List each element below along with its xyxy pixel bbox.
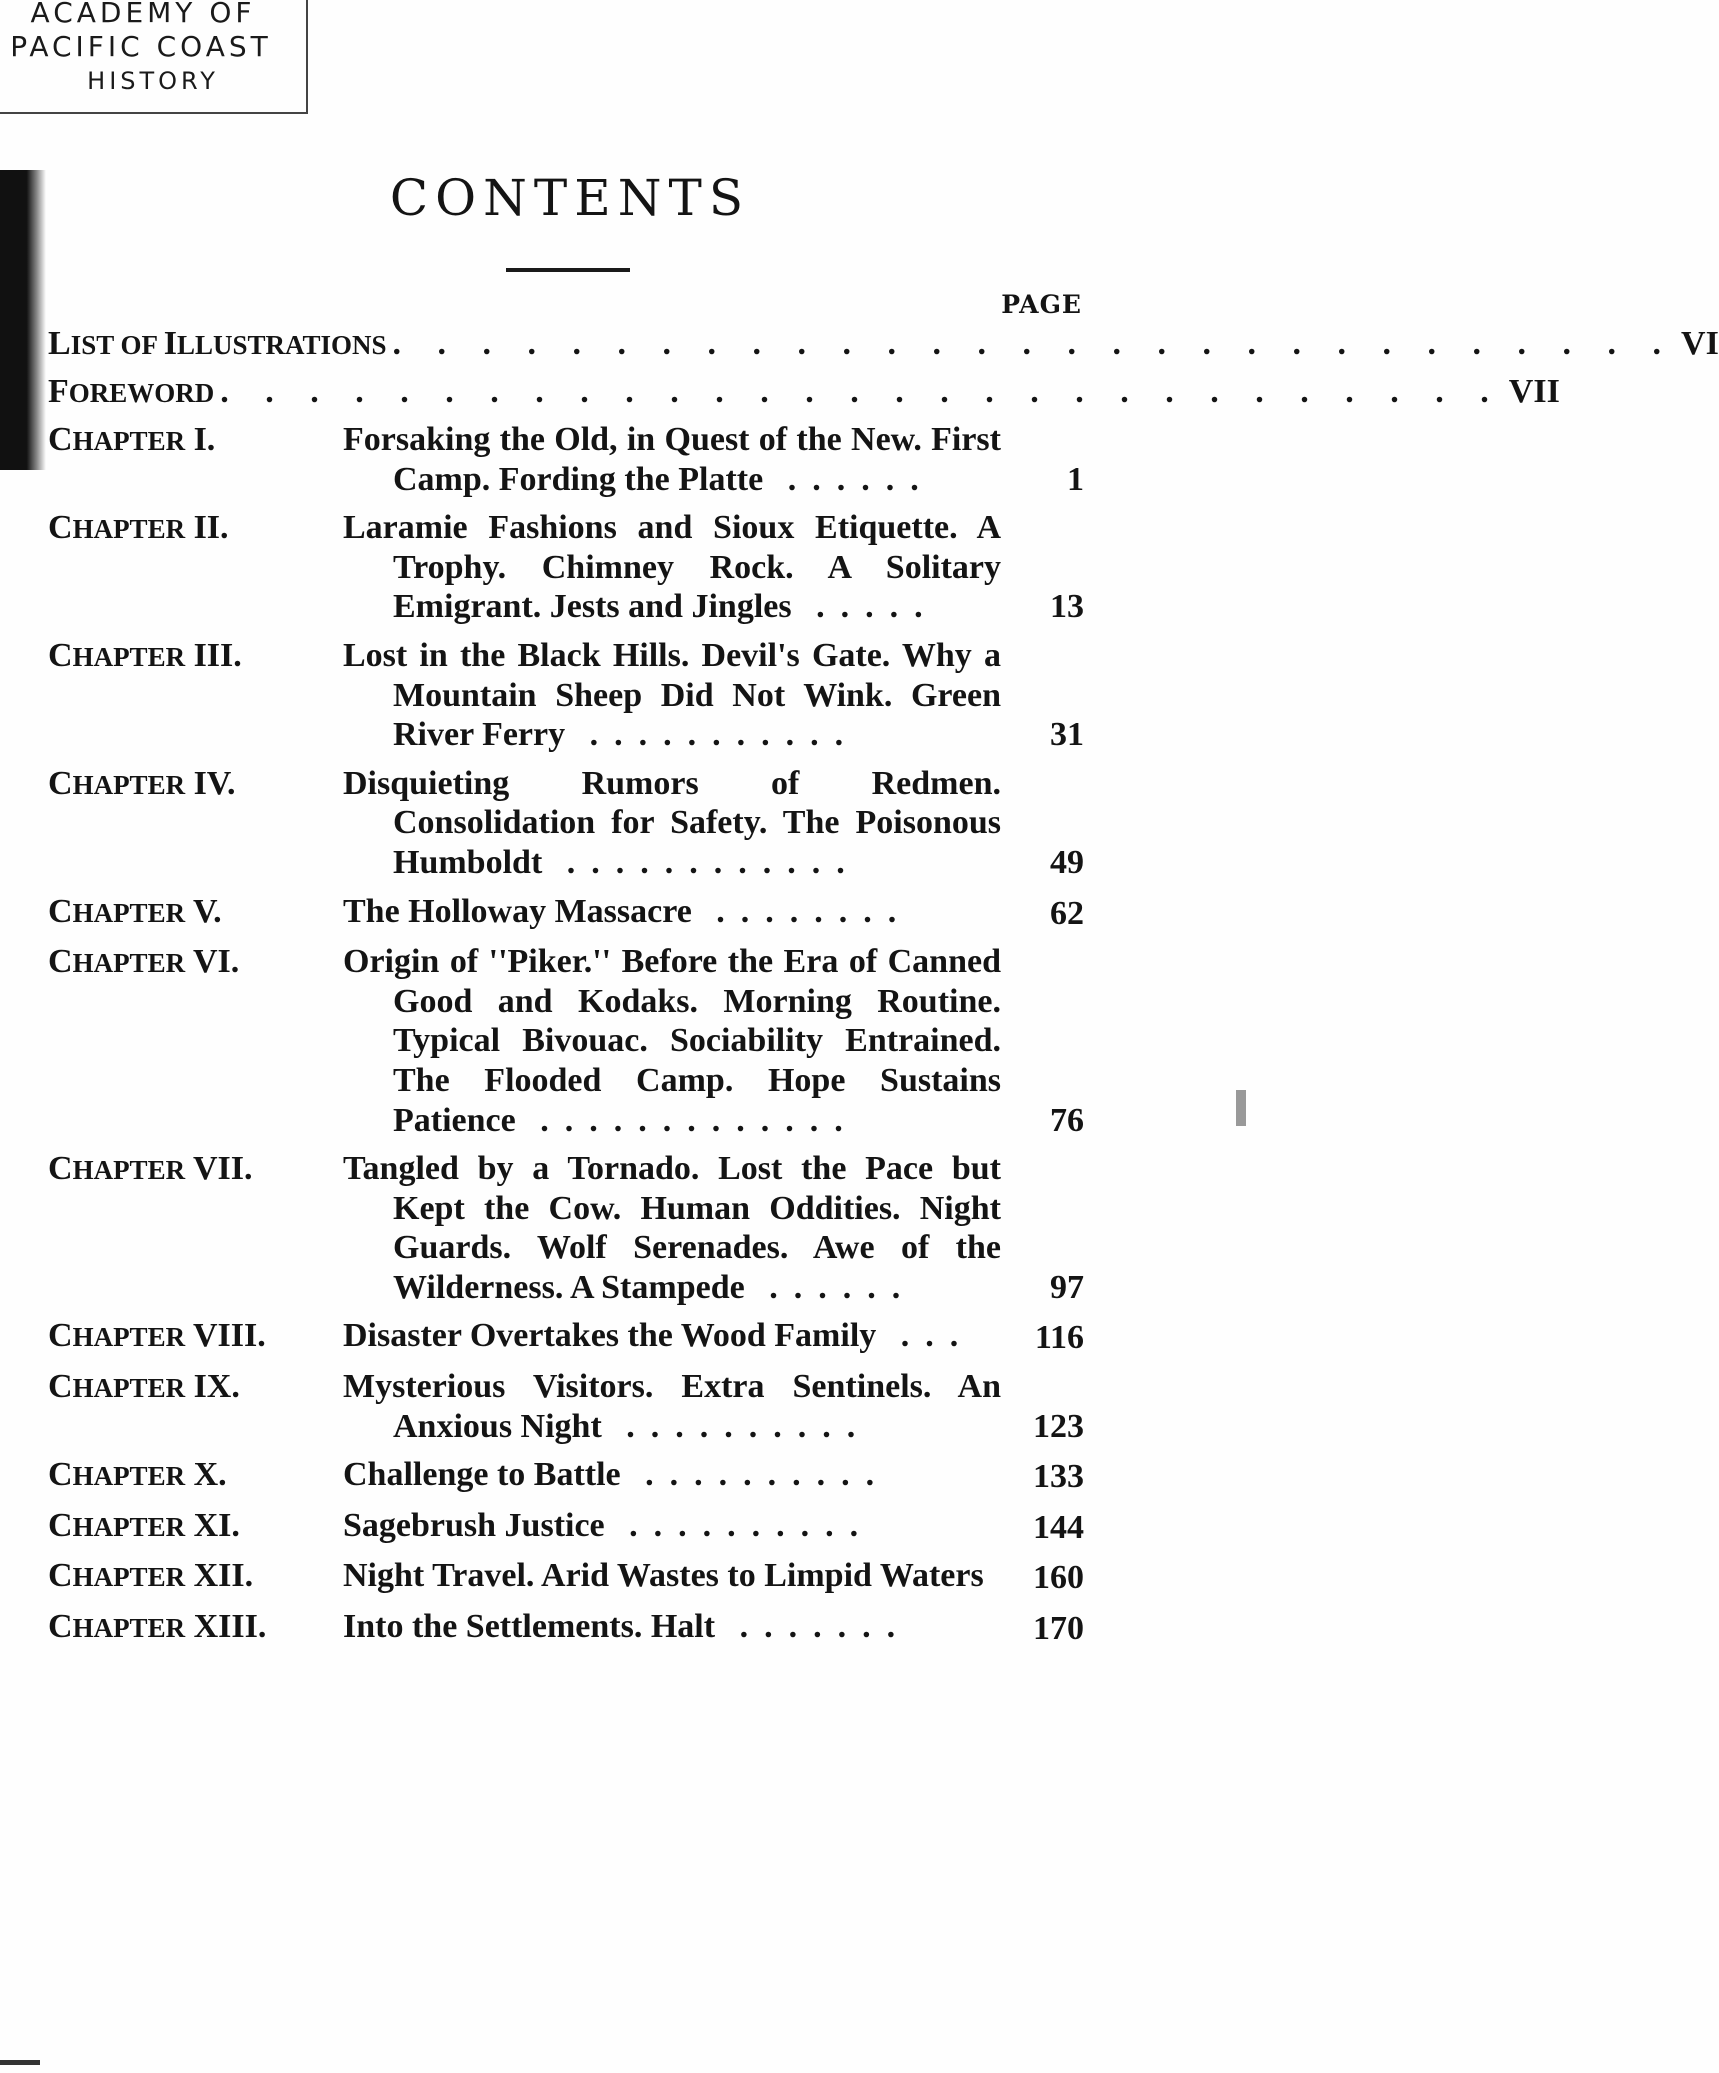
chapter-page [1001,636,1084,755]
chapter-entry [48,508,1084,627]
chapter-page [1001,1455,1084,1497]
chapter-label [48,892,343,934]
chapter-label [48,1506,343,1548]
chapter-entry [48,1316,1084,1358]
title-rule [506,268,630,272]
chapter-label [48,636,343,755]
chapter-word-initial: C [48,636,73,674]
dot-leader: ........... [565,716,860,754]
chapter-page-number: 133 [1033,1458,1084,1496]
chapter-numeral: II. [193,509,229,547]
label-initial: F [48,373,69,410]
chapter-page [1001,1506,1084,1548]
chapter-page [1001,1149,1084,1307]
chapter-page-number: 97 [1050,1268,1084,1306]
dot-leader: ............. [515,1101,859,1139]
dot-leader: .......... [620,1456,891,1494]
chapter-entry [48,764,1084,883]
chapter-page-number: 1 [1067,460,1084,498]
front-matter-label [48,372,214,414]
chapter-page [1001,1556,1084,1598]
dot-leader: ... [876,1317,975,1355]
edge-blemish [1236,1090,1246,1126]
dot-leader: ............ [542,843,861,881]
front-matter-page: VI [1681,325,1719,362]
chapter-word-rest: HAPTER [72,1155,186,1186]
chapter-page-number: 116 [1034,1319,1084,1357]
chapter-title [343,1556,1001,1598]
chapter-title [343,764,1001,883]
chapter-label [48,1316,343,1358]
chapter-entry [48,942,1084,1140]
chapter-page-number: 123 [1033,1407,1084,1445]
chapter-word-initial: C [48,421,73,458]
label-initial: L [48,325,71,362]
dot-leader: ...... [744,1268,917,1306]
front-matter-entry [48,372,1560,420]
chapter-entry [48,420,1084,499]
chapter-title-text: Tangled by a Tornado. Lost the Pace but Kept the Cow. Human Oddities. Night Guards. Wolf Serenades. Awe of the Wilderness. A Stampede [343,1150,1001,1306]
chapter-numeral: VII. [192,1150,253,1188]
chapter-page-number: 13 [1050,588,1084,626]
table-of-contents [48,324,1719,1658]
label-rest-2: LLUSTRATIONS [176,330,387,360]
chapter-word-initial: C [48,1557,73,1595]
chapter-word-initial: C [48,509,73,547]
chapter-page-number: 62 [1050,894,1084,932]
chapter-word-initial: C [48,1317,73,1355]
chapter-numeral: XIII. [193,1608,267,1646]
chapter-word-rest: HAPTER [72,1511,186,1542]
chapter-word-initial: C [48,892,73,930]
chapter-label [48,1367,343,1446]
chapter-title-text: Disaster Overtakes the Wood Family [343,1317,877,1355]
chapter-page [1001,942,1084,1140]
page-title: CONTENTS [389,169,751,227]
chapter-page-number: 144 [1033,1508,1084,1546]
chapter-word-initial: C [48,1456,73,1494]
dot-leader: ....... [715,1608,912,1646]
chapter-title-text: Origin of ''Piker.'' Before the Era of Canned Good and Kodaks. Morning Routine. Typical Bivouac. Sociability Entrained. The Flooded Camp. Hope Sustains Patience [343,943,1001,1139]
chapter-page-number: 160 [1033,1559,1084,1597]
dot-leader: . . . . . . . . . . . . . . . . . . . . . . . . . . . . . [220,373,1503,410]
chapter-word-rest: HAPTER [72,1613,186,1644]
chapter-title-text: Disquieting Rumors of Redmen. Consolidation for Safety. The Poisonous Humboldt [343,764,1001,881]
chapter-page [1001,1367,1084,1446]
chapter-numeral: XII. [193,1557,254,1595]
chapter-title-text: Mysterious Visitors. Extra Sentinels. An Anxious Night [343,1368,1001,1445]
chapter-entry [48,636,1084,755]
dot-leader: ........ [691,892,913,930]
chapter-title-text: Sagebrush Justice [343,1506,605,1544]
chapter-entry [48,1367,1084,1446]
chapter-numeral: I. [193,421,216,458]
chapter-word-rest: HAPTER [72,1562,186,1593]
chapter-title [343,1455,1001,1497]
chapter-title-text: Into the Settlements. Halt [343,1608,716,1646]
chapter-entry [48,1607,1084,1649]
chapter-label [48,420,343,499]
chapter-label [48,508,343,627]
chapter-word-rest: HAPTER [72,948,186,979]
dot-leader: . . . . . . . . . . . . . . . . . . . . . . . . . . . . . [392,325,1676,362]
label-rest: OREWORD [68,378,215,408]
chapter-label [48,1455,343,1497]
chapter-title [343,420,1001,499]
chapter-page [1001,1607,1084,1649]
chapter-title-text: Forsaking the Old, in Quest of the New. First Camp. Fording the Platte [343,421,1001,498]
front-matter-label [48,324,387,366]
chapter-title [343,508,1001,627]
chapter-title-text: Night Travel. Arid Wastes to Limpid Waters [343,1557,984,1595]
chapter-numeral: VIII. [192,1317,266,1355]
chapter-page-number: 49 [1050,843,1084,881]
chapter-title [343,1506,1001,1548]
chapter-page [1001,508,1084,627]
chapter-numeral: VI. [192,943,240,981]
chapter-numeral: IX. [193,1368,240,1406]
chapter-title-text: Lost in the Black Hills. Devil's Gate. Why a Mountain Sheep Did Not Wink. Green River Ferry [343,636,1001,754]
chapter-word-initial: C [48,1608,73,1646]
chapter-title-text: Laramie Fashions and Sioux Etiquette. A Trophy. Chimney Rock. A Solitary Emigrant. Jests and Jingles [343,509,1001,626]
corner-mark [0,2060,40,2065]
chapter-page-number: 170 [1033,1610,1084,1648]
chapter-page [1001,420,1084,499]
chapter-word-initial: C [48,943,73,981]
chapter-page [1001,1316,1084,1358]
chapter-word-rest: HAPTER [72,1322,186,1353]
chapter-word-rest: HAPTER [72,641,186,672]
chapter-page [1001,892,1084,934]
chapter-entry [48,892,1084,934]
chapter-label [48,1149,343,1307]
chapter-entry [48,1455,1084,1497]
chapter-word-initial: C [48,1368,73,1406]
front-matter-page: VII [1508,373,1560,410]
chapter-entry [48,1149,1084,1307]
chapter-label [48,764,343,883]
chapter-numeral: III. [193,636,242,674]
chapter-title [343,636,1001,755]
chapter-title [343,1149,1001,1307]
stamp-line-2: PACIFIC COAST [10,30,272,63]
dot-leader: ...... [763,460,935,498]
dot-leader: ..... [791,588,939,626]
chapter-numeral: X. [193,1456,227,1494]
chapter-label [48,1556,343,1598]
chapter-word-rest: HAPTER [72,1461,186,1492]
chapter-label [48,1607,343,1649]
chapter-word-rest: HAPTER [72,769,186,800]
chapter-numeral: XI. [193,1506,240,1544]
label-rest: IST OF [70,330,164,360]
library-stamp [0,0,308,114]
chapter-title-text: The Holloway Massacre [343,892,692,930]
chapter-word-rest: HAPTER [72,1373,186,1404]
chapter-word-initial: C [48,1506,73,1544]
label-initial-2: I [163,325,177,362]
chapter-entry [48,1506,1084,1548]
chapter-title [343,942,1001,1140]
page-column-header: PAGE [1001,290,1082,319]
chapter-page-number: 76 [1050,1101,1084,1139]
chapter-label [48,942,343,1140]
chapter-entry [48,1556,1084,1598]
chapter-title-text: Challenge to Battle [343,1456,621,1494]
chapter-page-number: 31 [1050,716,1084,754]
chapter-word-rest: HAPTER [72,897,186,928]
chapter-title [343,1316,1001,1358]
chapter-title [343,1367,1001,1446]
stamp-line-3: HISTORY [87,67,219,95]
dot-leader: .......... [604,1506,875,1544]
chapter-numeral: IV. [193,764,236,802]
front-matter-entry [48,324,1719,372]
chapter-word-initial: C [48,1150,73,1188]
chapter-title [343,1607,1001,1649]
chapter-word-rest: HAPTER [72,514,186,545]
chapter-numeral: V. [192,892,222,930]
chapter-page [1001,764,1084,883]
chapter-word-initial: C [48,764,73,802]
chapter-word-rest: HAPTER [72,426,186,456]
dot-leader: .......... [601,1407,872,1445]
stamp-line-1: ACADEMY OF [30,0,256,29]
chapter-title [343,892,1001,934]
